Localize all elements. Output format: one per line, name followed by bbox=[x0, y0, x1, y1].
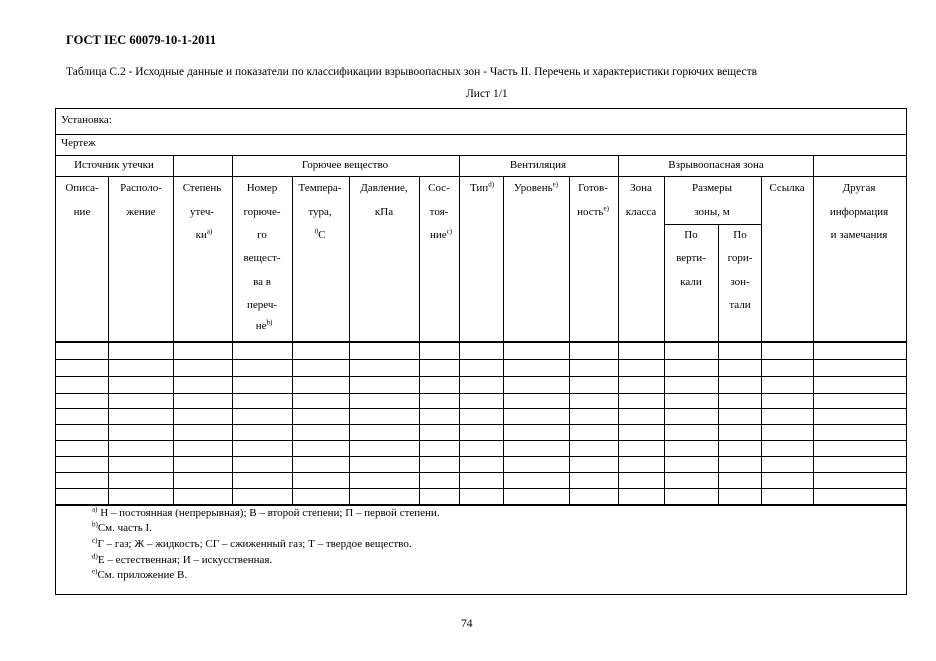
col-horizontal: зон- bbox=[730, 276, 750, 288]
col-divider bbox=[618, 155, 619, 505]
col-readiness: Готов- bbox=[578, 182, 608, 194]
col-zone-sizes: Размеры bbox=[692, 182, 732, 194]
col-description: ние bbox=[73, 206, 91, 218]
col-vertical: кали bbox=[680, 276, 702, 288]
standard-code: ГОСТ IEC 60079-10-1-2011 bbox=[66, 33, 217, 47]
col-state: Сос- bbox=[428, 182, 450, 194]
col-divider bbox=[569, 176, 570, 505]
col-pressure: Давление, bbox=[360, 182, 408, 194]
col-other-info: Другая bbox=[842, 182, 876, 194]
table-row bbox=[56, 424, 906, 425]
group-source: Источник утечки bbox=[74, 159, 154, 171]
col-number: ва в bbox=[253, 276, 271, 288]
footnote: $^{d)}$Е – естественная; И – искусственная. bbox=[92, 552, 273, 566]
footnote: $^{a)}$ Н – постоянная (непрерывная); В – второй степени; П – первой степени. bbox=[92, 505, 440, 519]
col-temperature: $^0$С bbox=[314, 227, 326, 241]
rule-drawing bbox=[56, 155, 906, 156]
col-vertical: По bbox=[684, 229, 698, 241]
col-degree: $ки^{a)}$ bbox=[195, 227, 213, 241]
col-horizontal: По bbox=[733, 229, 747, 241]
group-zone: Взрывоопасная зона bbox=[668, 159, 764, 171]
col-description: Описа- bbox=[65, 182, 99, 194]
group-substance: Горючее вещество bbox=[301, 159, 389, 171]
col-degree: Степень bbox=[182, 182, 222, 194]
col-location: жение bbox=[126, 206, 156, 218]
col-temperature: Темпера- bbox=[298, 182, 342, 194]
col-vertical: верти- bbox=[676, 252, 706, 264]
footnote: $^{e)}$См. приложение В. bbox=[92, 567, 188, 581]
rule-installation bbox=[56, 134, 906, 135]
installation-label: Установка: bbox=[61, 114, 112, 126]
col-state: ние$^{c)}$ bbox=[429, 227, 453, 241]
col-zone-class: Зона bbox=[630, 182, 652, 194]
col-number: $не^{b)}$ bbox=[255, 318, 273, 332]
table-row bbox=[56, 456, 906, 457]
table-caption: Таблица С.2 - Исходные данные и показатели по классификации взрывоопасных зон - Часть II. Перечень и характеристики горючих веществ bbox=[66, 66, 758, 78]
col-horizontal: гори- bbox=[727, 252, 753, 264]
table-row bbox=[56, 408, 906, 409]
table-row bbox=[56, 359, 906, 360]
col-divider bbox=[108, 176, 109, 505]
footnote: $^{b)}$См. часть I. bbox=[92, 520, 152, 534]
col-temperature: тура, bbox=[308, 206, 332, 218]
table-row bbox=[56, 440, 906, 441]
col-number: вещест- bbox=[243, 252, 281, 264]
col-zone-sizes: зоны, м bbox=[694, 206, 730, 218]
sheet-number: Лист 1/1 bbox=[466, 88, 508, 100]
col-divider bbox=[173, 155, 174, 505]
col-number: Номер bbox=[246, 182, 278, 194]
table-row bbox=[56, 376, 906, 377]
col-reference: Ссылка bbox=[769, 182, 805, 194]
rule-header-bottom bbox=[56, 341, 906, 343]
table-row bbox=[56, 393, 906, 394]
col-divider bbox=[664, 176, 665, 505]
col-divider bbox=[761, 176, 762, 505]
page-number: 74 bbox=[461, 618, 473, 630]
col-readiness: ность$^{e)}$ bbox=[577, 204, 609, 218]
col-divider bbox=[503, 176, 504, 505]
col-number: переч- bbox=[246, 299, 278, 311]
group-ventilation: Вентиляция bbox=[509, 159, 567, 171]
col-number: горюче- bbox=[243, 206, 281, 218]
col-degree: утеч- bbox=[189, 206, 215, 218]
col-vent-type: Тип$^{d)}$ bbox=[469, 180, 495, 194]
col-divider bbox=[718, 224, 719, 505]
col-horizontal: тали bbox=[729, 299, 751, 311]
col-divider bbox=[232, 155, 233, 505]
col-state: тоя- bbox=[429, 206, 449, 218]
table-row bbox=[56, 488, 906, 489]
footnote: $^{c)}$Г – газ; Ж – жидкость; СГ – сжиженный газ; Т – твердое вещество. bbox=[92, 536, 412, 550]
col-divider bbox=[419, 176, 420, 505]
table-row bbox=[56, 504, 906, 506]
col-divider bbox=[459, 155, 460, 505]
col-number: го bbox=[257, 229, 267, 241]
drawing-label: Чертеж bbox=[61, 137, 96, 149]
rule-sizes bbox=[664, 224, 761, 225]
col-location: Располо- bbox=[120, 182, 162, 194]
col-other-info: информация bbox=[829, 206, 889, 218]
col-divider bbox=[292, 176, 293, 505]
col-divider bbox=[813, 155, 814, 505]
rule-groups bbox=[56, 176, 906, 177]
table-row bbox=[56, 472, 906, 473]
col-other-info: и замечания bbox=[830, 229, 888, 241]
col-pressure: кПа bbox=[374, 206, 394, 218]
col-vent-level: Уровень$^{e)}$ bbox=[513, 180, 559, 194]
col-zone-class: класса bbox=[625, 206, 657, 218]
col-divider bbox=[349, 176, 350, 505]
